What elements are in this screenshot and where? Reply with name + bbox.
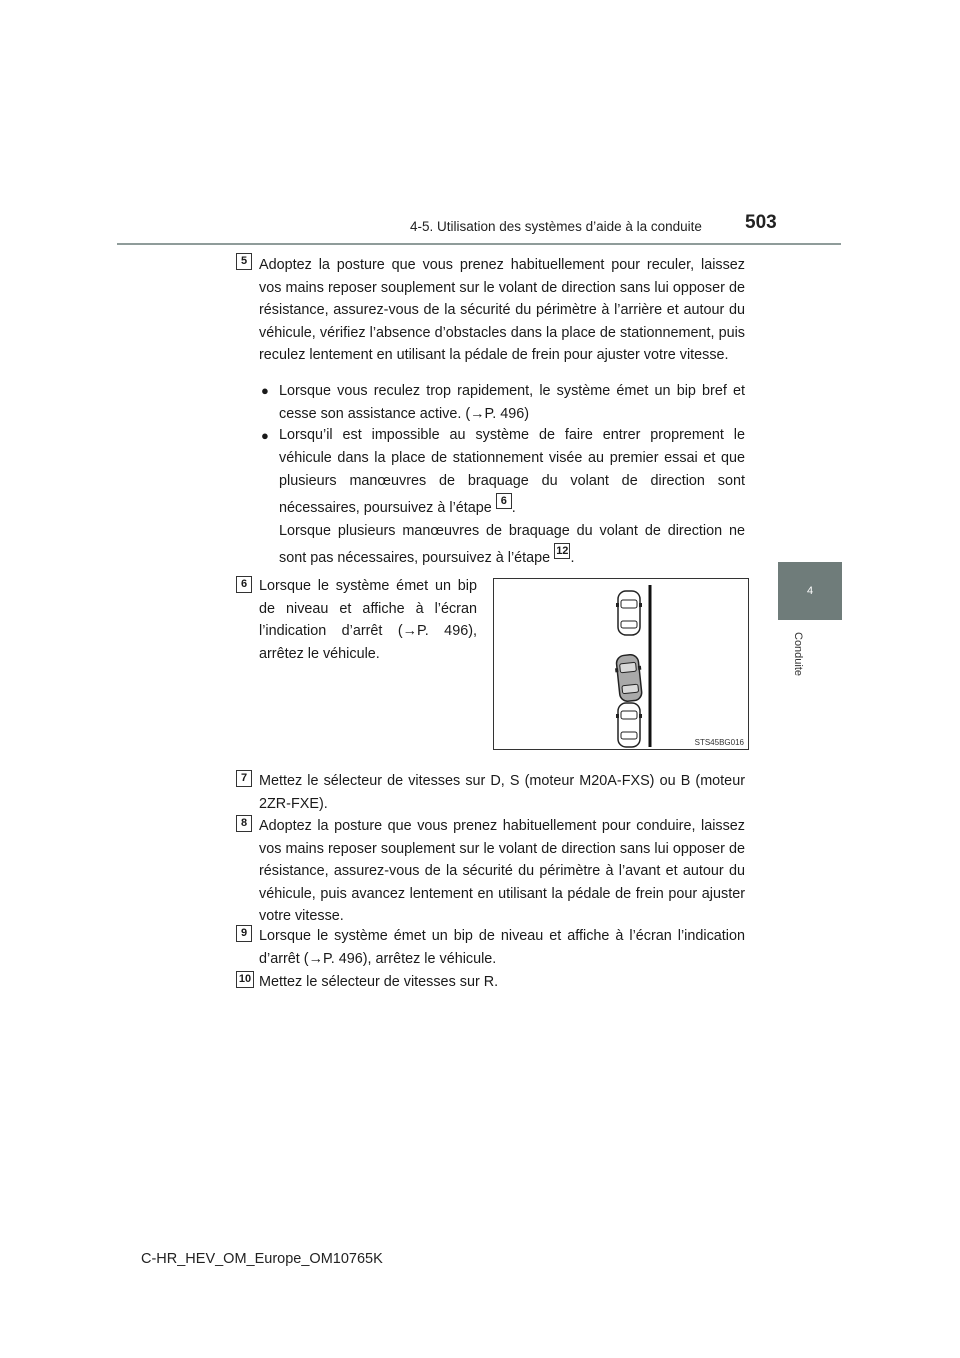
bullet-icon: ● (261, 428, 269, 443)
parking-illustration (493, 578, 749, 750)
step-number-9: 9 (236, 925, 252, 942)
own-vehicle (614, 654, 645, 702)
step-5-bullet-2 (259, 424, 745, 570)
section-title: 4-5. Utilisation des systèmes d’aide à la conduite (410, 219, 702, 234)
step-ref-12: 12 (556, 545, 569, 557)
figure-code: STS45BG016 (694, 738, 744, 747)
step-number-7: 7 (236, 770, 252, 787)
page-number: 503 (745, 212, 777, 233)
step-number-8: 8 (236, 815, 252, 832)
chapter-tab (778, 562, 842, 620)
chapter-label: Conduite (792, 632, 804, 677)
period: . (570, 550, 575, 566)
step-8-text: Adoptez la posture que vous prenez habituellement pour conduire, laissez vos mains reposer souplement sur le volant de direction sans lui opposer de résistance, assurez-vous de la sécurité du périmètre à l’avant et autour du véhicule, puis avancez lentement en utilisant la pédale de frein pour ajuster votre vitesse. (259, 818, 745, 924)
step-number-10: 10 (236, 971, 254, 988)
parking-diagram (494, 579, 748, 749)
step-6-text: Lorsque le système émet un bip de niveau et affiche à l’écran l’indication d’arrêt (→P. 496), arrêtez le véhicule. (259, 578, 477, 662)
step-5-bullet-1 (259, 380, 745, 425)
header-divider (117, 243, 841, 245)
bullet-icon: ● (261, 383, 269, 398)
step-ref-6: 6 (496, 493, 512, 509)
period: . (511, 500, 516, 516)
step-number-5: 5 (236, 253, 252, 270)
document-id: C-HR_HEV_OM_Europe_OM10765K (141, 1251, 383, 1267)
step-10-text: Mettez le sélecteur de vitesses sur R. (259, 974, 499, 990)
step-7-text: Mettez le sélecteur de vitesses sur D, S (moteur M20A-FXS) ou B (moteur 2ZR-FXE). (259, 773, 745, 812)
step-number-6: 6 (236, 576, 252, 593)
bullet-1-text: Lorsque vous reculez trop rapidement, le système émet un bip bref et cesse son assistance active. (→P. 496) (279, 383, 745, 422)
parked-car-front (616, 591, 642, 635)
step-5-text: Adoptez la posture que vous prenez habituellement pour reculer, laissez vos mains reposer souplement sur le volant de direction sans lui opposer de résistance, assurez-vous de la sécurité du périmètre à l’arrière et autour du véhicule, vérifiez l’absence d’obstacles dans la place de stationnement, puis reculez lentement en utilisant la pédale de frein pour ajuster votre vitesse. (259, 257, 745, 363)
chapter-number: 4 (806, 585, 814, 597)
bullet-2-text: Lorsqu’il est impossible au système de faire entrer proprement le véhicule dans la place de stationnement visée au premier essai et que plusieurs manœuvres de braquage du volant de direction sont nécessaires, poursuivez à l’étape (279, 427, 745, 516)
step-9-text: Lorsque le système émet un bip de niveau et affiche à l’écran l’indication d’arrêt (→P. 496), arrêtez le véhicule. (259, 928, 745, 967)
bullet-2-text-b: Lorsque plusieurs manœuvres de braquage du volant de direction ne sont pas nécessaires, poursuivez à l’étape (279, 523, 745, 566)
parked-car-rear (616, 703, 642, 747)
